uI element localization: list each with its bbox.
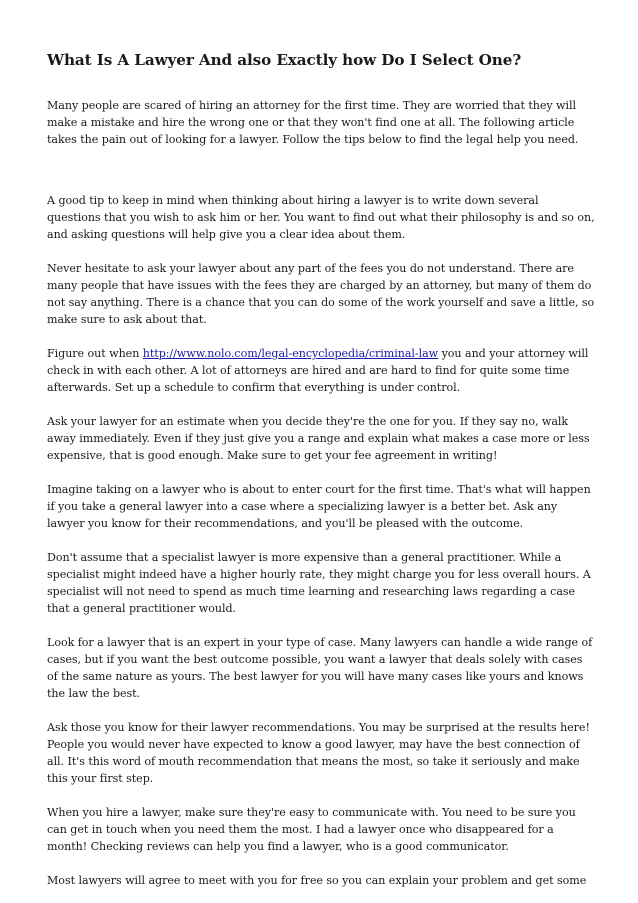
paragraph-communication: When you hire a lawyer, make sure they're easy to communicate with. You need to be sure you can get in touch when you need them the most. I had a lawyer once who disappeared for a month! Checking reviews can help you find a lawyer, who is a good communicator. bbox=[47, 806, 576, 853]
page-title: What Is A Lawyer And also Exactly how Do I Select One? bbox=[47, 51, 522, 69]
paragraph-check-in-text-after: you and your attorney will check in with each other. A lot of attorneys are hired and are hard to find for quite some time afterwards. Set up a schedule to confirm that everything is under control. bbox=[47, 347, 589, 394]
paragraph-free-meeting: Most lawyers will agree to meet with you for free so you can explain your problem and get some bbox=[47, 874, 587, 887]
paragraph-check-in-text-before: Figure out when bbox=[47, 347, 143, 360]
paragraph-expert: Look for a lawyer that is an expert in your type of case. Many lawyers can handle a wide range of cases, but if you want the best outcome possible, you want a lawyer that deals solely with cases of the same nature as yours. The best lawyer for you will have many cases like yours and knows the law the best. bbox=[47, 636, 593, 700]
paragraph-specialist: Don't assume that a specialist lawyer is more expensive than a general practitioner. While a specialist might indeed have a higher hourly rate, they might charge you for less overall hours. A specialist will not need to spend as much time learning and researching laws regarding a case that a general practitioner would. bbox=[47, 551, 591, 615]
intro-paragraph: Many people are scared of hiring an attorney for the first time. They are worried that they will make a mistake and hire the wrong one or that they won't find one at all. The following article takes the pain out of looking for a lawyer. Follow the tips below to find the legal help you need. bbox=[47, 99, 579, 146]
paragraph-fees: Never hesitate to ask your lawyer about any part of the fees you do not understand. There are many people that have issues with the fees they are charged by an attorney, but many of them do not say anything. There is a chance that you can do some of the work yourself and save a little, so make sure to ask about that. bbox=[47, 262, 595, 326]
paragraph-questions: A good tip to keep in mind when thinking about hiring a lawyer is to write down several questions that you wish to ask him or her. You want to find out what their philosophy is and so on, and asking questions will help give you a clear idea about them. bbox=[47, 194, 595, 241]
paragraph-estimate: Ask your lawyer for an estimate when you decide they're the one for you. If they say no, walk away immediately. Even if they just give you a range and explain what makes a case more or less expensive, that is good enough. Make sure to get your fee agreement in writing! bbox=[47, 415, 590, 462]
paragraph-recommendations: Ask those you know for their lawyer recommendations. You may be surprised at the results here! People you would never have expected to know a good lawyer, may have the best connection of all. It's this word of mouth recommendation that means the most, so take it seriously and make this your first step. bbox=[47, 721, 590, 785]
document-page bbox=[47, 0, 595, 889]
paragraph-court: Imagine taking on a lawyer who is about to enter court for the first time. That's what will happen if you take a general lawyer into a case where a specializing lawyer is a better bet. Ask any lawyer you know for their recommendations, and you'll be pleased with the outcome. bbox=[47, 483, 591, 530]
nolo-criminal-law-link[interactable]: http://www.nolo.com/legal-encyclopedia/criminal-law bbox=[142, 347, 439, 360]
paragraph-check-in bbox=[47, 345, 595, 396]
